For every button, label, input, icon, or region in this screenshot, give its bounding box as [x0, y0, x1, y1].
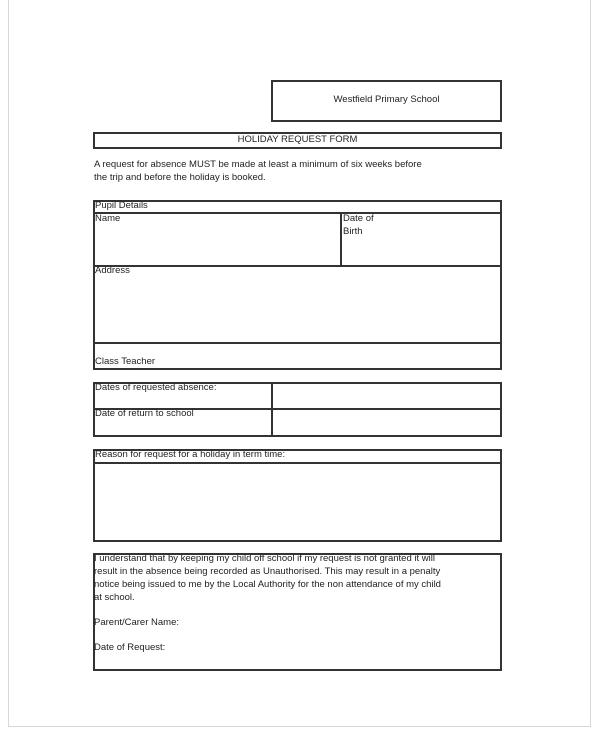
intro-line-2: the trip and before the holiday is booked.: [94, 172, 266, 183]
dob-label-2[interactable]: Birth: [343, 226, 363, 237]
statement-line-4: at school.: [94, 592, 135, 603]
divider: [93, 342, 502, 344]
pupil-details-table: [93, 200, 502, 370]
school-name: Westfield Primary School: [333, 94, 440, 105]
statement-line-1: I understand that by keeping my child off school if my request is not granted it will: [94, 553, 435, 564]
absence-dates-label: Dates of requested absence:: [95, 382, 217, 393]
parent-name-label[interactable]: Parent/Carer Name:: [94, 617, 180, 628]
name-label[interactable]: Name: [95, 213, 121, 224]
divider: [93, 265, 502, 267]
statement-line-2: result in the absence being recorded as Unauthorised. This may result in a penalty: [94, 566, 441, 577]
statement-line-3: notice being issued to me by the Local Authority for the non attendance of my child: [94, 579, 441, 590]
reason-label: Reason for request for a holiday in term time:: [95, 449, 286, 460]
address-label[interactable]: Address: [95, 265, 130, 276]
divider: [93, 462, 502, 464]
class-teacher-label[interactable]: Class Teacher: [95, 356, 156, 367]
pupil-details-header: Pupil Details: [95, 200, 148, 211]
divider: [340, 212, 342, 266]
divider: [271, 382, 273, 437]
divider: [93, 212, 502, 214]
form-title: HOLIDAY REQUEST FORM: [237, 134, 358, 145]
return-date-label: Date of return to school: [95, 408, 194, 419]
dob-label-1[interactable]: Date of: [343, 213, 374, 224]
date-of-request-label[interactable]: Date of Request:: [94, 642, 166, 653]
intro-line-1: A request for absence MUST be made at least a minimum of six weeks before: [94, 159, 422, 170]
